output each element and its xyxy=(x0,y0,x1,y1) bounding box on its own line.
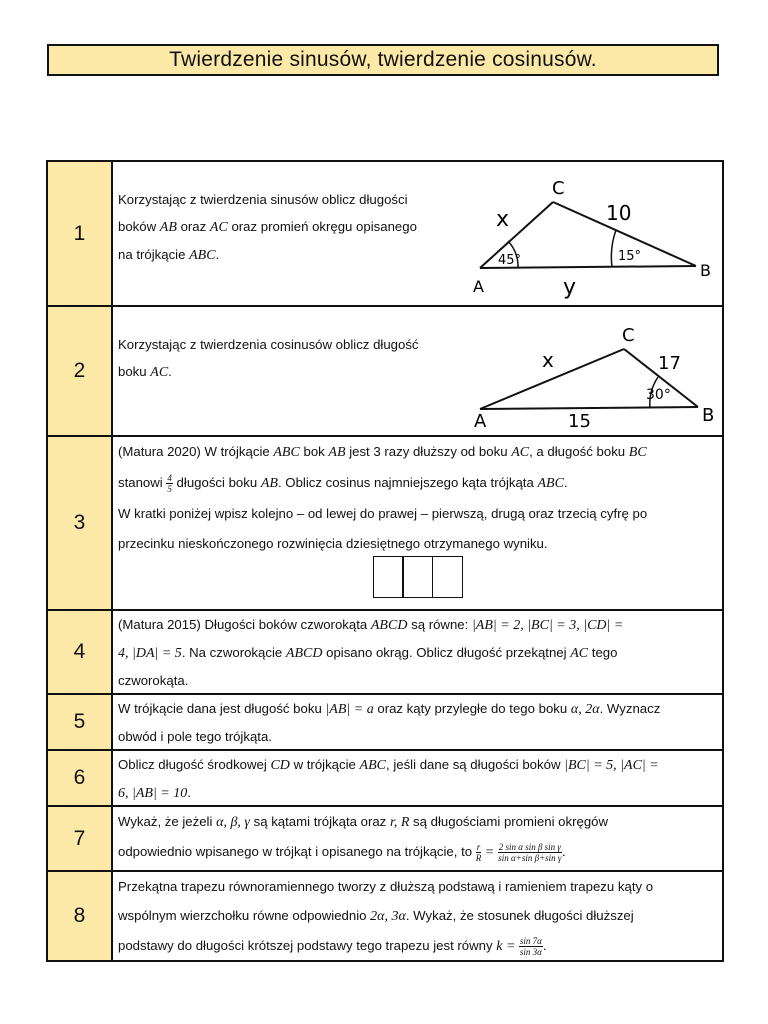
text-span: boku xyxy=(118,364,151,379)
answer-box-3[interactable] xyxy=(432,556,463,598)
angle-a-label: 45° xyxy=(498,253,522,268)
text-span: W trójkącie dana jest długość boku xyxy=(118,701,326,716)
side-x-label: x xyxy=(496,207,510,232)
text-line xyxy=(118,468,716,499)
text-line xyxy=(118,931,716,961)
math-expression: 6, |AB| = 10 xyxy=(118,786,188,801)
text-span: (Matura 2020) W trójkącie xyxy=(118,444,274,459)
math-expression: ABC xyxy=(359,758,386,773)
task-number: 8 xyxy=(48,872,113,960)
text-span: na trójkącie xyxy=(118,247,190,262)
text-span: 5 xyxy=(167,484,172,495)
math-expression: |AB| = a xyxy=(325,702,374,717)
math-expression: ABCD xyxy=(370,618,408,633)
text-span: są równe: xyxy=(407,617,472,632)
task-row-4 xyxy=(48,611,722,695)
fraction-sines xyxy=(498,842,562,863)
text-span: . xyxy=(168,364,172,379)
math-expression: ABC xyxy=(537,476,564,491)
side-bc-label: 17 xyxy=(658,353,681,374)
text-span: 2 sin α sin β sin γ xyxy=(498,842,561,853)
task-number: 7 xyxy=(48,807,113,870)
vertex-c-label: C xyxy=(552,178,565,199)
text-span: . xyxy=(542,938,547,953)
side-bc-label: 10 xyxy=(606,201,632,225)
text-span: 4 xyxy=(167,473,172,484)
task-row-7 xyxy=(48,807,722,872)
text-span: czworokąta. xyxy=(118,673,189,688)
math-expression: α, 2α xyxy=(570,702,600,717)
math-expression: ABC xyxy=(273,445,300,460)
vertex-c-label: C xyxy=(622,325,635,346)
task-number: 2 xyxy=(48,307,113,435)
text-span: są długościami promieni okręgów xyxy=(409,814,609,829)
text-span: , jeśli dane są długości boków xyxy=(386,757,565,772)
text-span: . Wykaż, że stosunek długości dłuższej xyxy=(405,908,634,923)
math-expression: α, β, γ xyxy=(216,815,250,830)
math-expression: k = xyxy=(496,939,519,954)
text-span: . Wyznacz xyxy=(599,701,661,716)
text-span: stanowi xyxy=(118,475,167,490)
task-row-2 xyxy=(48,307,722,437)
vertex-b-label: B xyxy=(700,261,711,280)
text-line xyxy=(118,723,716,750)
text-span: oraz xyxy=(176,219,210,234)
text-span: . Oblicz cosinus najmniejszego kąta trójkąta xyxy=(277,475,538,490)
text-span: . Na czworokącie xyxy=(181,645,286,660)
task-row-8 xyxy=(48,872,722,960)
task-number: 4 xyxy=(48,611,113,693)
text-span: Oblicz długość środkowej xyxy=(118,757,271,772)
task-text xyxy=(118,695,716,749)
text-line xyxy=(118,437,716,468)
worksheet-title: Twierdzenie sinusów, twierdzenie cosinusów. xyxy=(47,44,719,76)
vertex-b-label: B xyxy=(702,405,715,426)
text-span: . xyxy=(563,475,568,490)
text-span: Wykaż, że jeżeli xyxy=(118,814,217,829)
angle-b-label: 30° xyxy=(646,387,671,403)
task-text xyxy=(118,611,716,693)
fraction-k xyxy=(519,936,543,957)
math-expression: ABCD xyxy=(285,646,323,661)
text-line xyxy=(118,695,716,723)
text-span: bok xyxy=(299,444,329,459)
math-expression: = xyxy=(481,845,498,860)
text-line xyxy=(118,499,716,529)
math-expression: CD xyxy=(270,758,290,773)
math-expression: AB xyxy=(159,220,177,235)
task-row-5 xyxy=(48,695,722,751)
text-line xyxy=(118,611,716,639)
text-span: . xyxy=(187,785,191,800)
text-line xyxy=(118,751,716,779)
text-span: boków xyxy=(118,219,160,234)
math-expression: |AB| = 2, |BC| = 3, |CD| = xyxy=(471,618,624,633)
text-span: obwód i pole tego trójkąta. xyxy=(118,729,272,744)
math-expression: BC xyxy=(628,445,647,460)
text-span: w trójkącie xyxy=(289,757,360,772)
text-span: podstawy do długości krótszej podstawy tego trapezu jest równy xyxy=(118,938,497,953)
math-expression: AC xyxy=(209,220,228,235)
text-span: Korzystając z twierdzenia sinusów oblicz długości xyxy=(118,192,408,207)
math-expression: ABC xyxy=(189,248,216,263)
math-expression: AB xyxy=(328,445,346,460)
math-expression: r, R xyxy=(389,815,410,830)
text-line xyxy=(118,837,716,867)
math-expression: 2α, 3α xyxy=(370,909,406,924)
text-span: sin 3α xyxy=(519,947,542,958)
math-expression: AB xyxy=(260,476,278,491)
task-number: 6 xyxy=(48,751,113,805)
side-y-label: y xyxy=(563,275,577,300)
text-span: . xyxy=(561,844,566,859)
triangle-figure-2 xyxy=(468,315,718,435)
side-x-label: x xyxy=(542,348,554,372)
text-line xyxy=(118,901,716,931)
text-span: R xyxy=(475,853,482,864)
text-span: odpowiednio wpisanego w trójkąt i opisanego na trójkącie, to xyxy=(118,844,476,859)
task-row-6 xyxy=(48,751,722,807)
text-span: są kątami trójkąta oraz xyxy=(249,814,390,829)
text-span: opisano okrąg. Oblicz długość przekątnej xyxy=(322,645,571,660)
math-expression: AC xyxy=(150,365,169,380)
answer-box-1[interactable] xyxy=(373,556,404,598)
text-span: Przekątna trapezu równoramiennego tworzy z dłuższą podstawą i ramieniem trapezu kąty o xyxy=(118,879,654,894)
text-span: (Matura 2015) Długości boków czworokąta xyxy=(118,617,371,632)
text-span: oraz promień okręgu opisanego xyxy=(227,219,417,234)
text-line xyxy=(118,872,716,901)
angle-b-label: 15° xyxy=(618,249,642,264)
math-expression: AC xyxy=(570,646,589,661)
task-text xyxy=(118,872,716,960)
text-span: sin α+sin β+sin γ xyxy=(498,853,562,864)
text-span: sin 7α xyxy=(519,936,542,947)
text-line xyxy=(118,667,716,694)
text-span: oraz kąty przyległe do tego boku xyxy=(373,701,571,716)
text-line xyxy=(118,639,716,667)
answer-box-2[interactable] xyxy=(402,556,433,598)
math-expression: 4, |DA| = 5 xyxy=(118,646,182,661)
task-row-1 xyxy=(48,162,722,307)
task-text xyxy=(118,807,716,870)
task-row-3 xyxy=(48,437,722,611)
task-number: 1 xyxy=(48,162,113,305)
text-span: r xyxy=(476,842,481,853)
tasks-table xyxy=(46,160,724,962)
text-span: jest 3 razy dłuższy od boku xyxy=(345,444,512,459)
text-line xyxy=(118,529,716,559)
text-line xyxy=(118,807,716,837)
vertex-a-label: A xyxy=(473,277,484,296)
text-span: W kratki poniżej wpisz kolejno – od lewej do prawej – pierwszą, drugą oraz trzecią cyfrę po xyxy=(118,506,648,521)
math-expression: |BC| = 5, |AC| = xyxy=(564,758,659,773)
answer-boxes[interactable] xyxy=(374,556,463,598)
text-span: długości boku xyxy=(172,475,261,490)
text-span: przecinku nieskończonego rozwinięcia dziesiętnego otrzymanego wyniku. xyxy=(118,536,548,551)
math-expression: AC xyxy=(511,445,530,460)
text-line xyxy=(118,779,716,807)
task-number: 3 xyxy=(48,437,113,609)
text-span: , a długość boku xyxy=(529,444,629,459)
text-span: . xyxy=(215,247,220,262)
text-span: Korzystając z twierdzenia cosinusów oblicz długość xyxy=(118,337,419,352)
side-ab-label: 15 xyxy=(568,411,591,432)
task-text xyxy=(118,751,716,805)
text-span: wspólnym wierzchołku równe odpowiednio xyxy=(118,908,371,923)
task-number: 5 xyxy=(48,695,113,749)
vertex-a-label: A xyxy=(474,411,487,432)
triangle-figure-1 xyxy=(468,174,718,304)
text-span: tego xyxy=(588,645,618,660)
